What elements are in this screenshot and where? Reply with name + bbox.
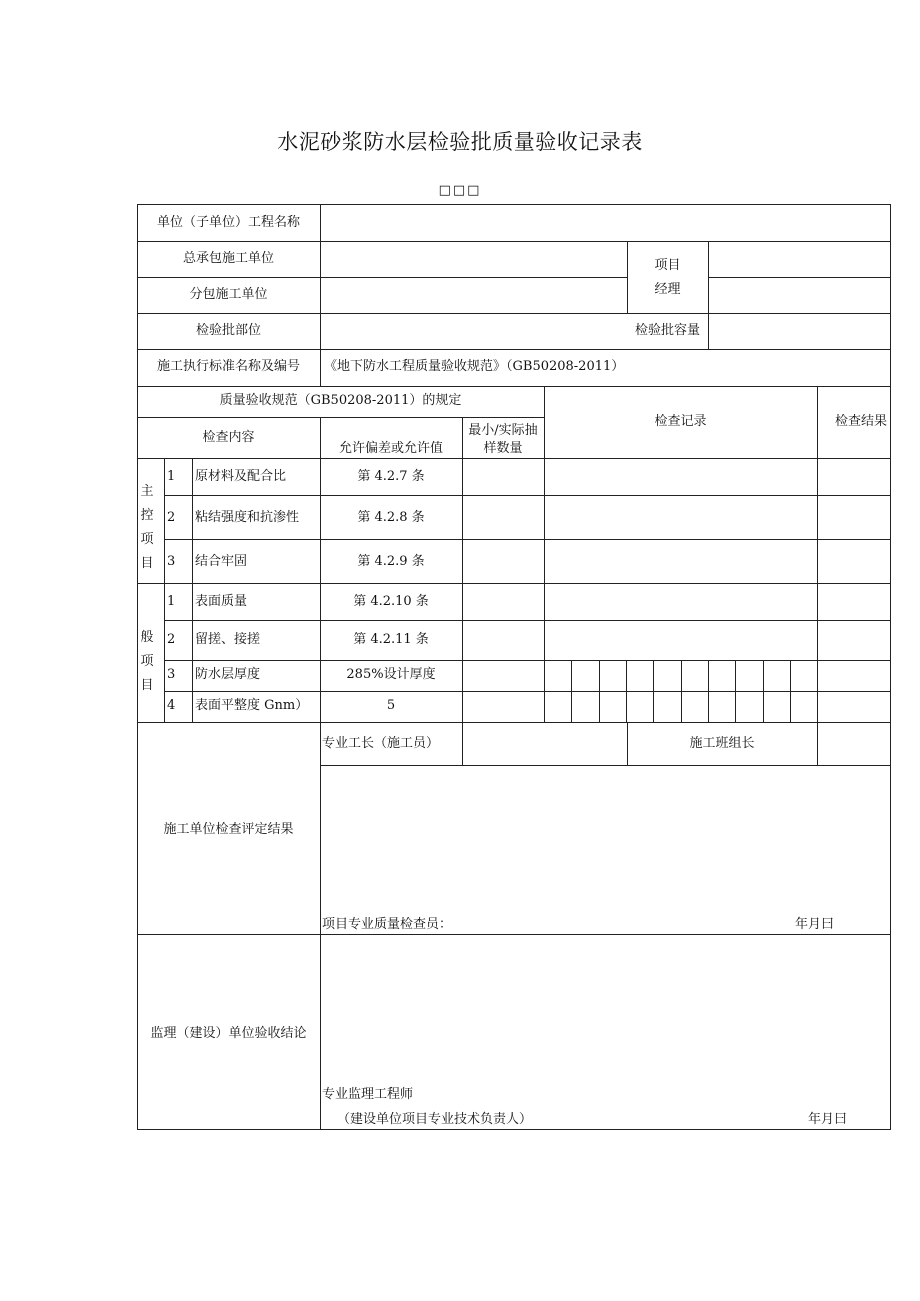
construction-result-label: 施工单位检查评定结果 bbox=[163, 822, 294, 837]
owner-representative-label: （建设单位项目专业技术负责人） bbox=[337, 1112, 533, 1127]
measure-cell-line bbox=[735, 660, 736, 722]
rule-line bbox=[137, 458, 891, 459]
rule-line bbox=[164, 691, 891, 692]
inspection-form bbox=[137, 204, 891, 1130]
row-number: 4 bbox=[167, 698, 176, 713]
row-number: 1 bbox=[167, 594, 176, 609]
row-number: 3 bbox=[167, 667, 176, 682]
general-items-group-label: 般项目 bbox=[140, 630, 154, 693]
rule-line bbox=[137, 934, 891, 935]
rule-line bbox=[164, 660, 891, 661]
form-code: □□□ bbox=[438, 183, 482, 198]
rule-line bbox=[320, 204, 321, 386]
measure-cell-line bbox=[763, 660, 764, 722]
col-check-content: 检查内容 bbox=[202, 430, 255, 445]
row-content: 粘结强度和抗渗性 bbox=[195, 510, 300, 525]
rule-line bbox=[817, 386, 818, 722]
rule-line bbox=[462, 417, 463, 722]
main-items-group-label: 主控项目 bbox=[140, 484, 154, 571]
rule-line bbox=[137, 277, 627, 278]
general-contractor-label: 总承包施工单位 bbox=[182, 251, 274, 266]
col-sample-qty: 样数量 bbox=[483, 441, 523, 456]
quality-inspector-label: 项目专业质量检查员： bbox=[322, 917, 453, 932]
row-number: 2 bbox=[167, 632, 176, 647]
row-content: 表面平整度 Gnm） bbox=[195, 698, 309, 713]
rule-line bbox=[164, 495, 891, 496]
unit-project-label: 单位（子单位）工程名称 bbox=[156, 215, 300, 230]
rule-line bbox=[708, 277, 891, 278]
col-result: 检查结果 bbox=[835, 414, 888, 429]
spec-header: 质量验收规范（GB50208-2011）的规定 bbox=[219, 393, 462, 408]
measure-cell-line bbox=[790, 660, 791, 722]
supervision-engineer-label: 专业监理工程师 bbox=[322, 1087, 414, 1102]
rule-line bbox=[164, 458, 165, 722]
rule-line bbox=[627, 241, 628, 313]
project-manager-label: 经理 bbox=[654, 282, 681, 297]
construction-date-label: 年月曰 bbox=[795, 917, 835, 932]
page-title: 水泥砂浆防水层检验批质量验收记录表 bbox=[277, 130, 643, 154]
measure-cell-line bbox=[626, 660, 627, 722]
measure-cell-line bbox=[708, 660, 709, 722]
row-value: 285%设计厚度 bbox=[346, 667, 436, 682]
team-leader-label: 施工班组长 bbox=[689, 736, 755, 751]
rule-line bbox=[462, 722, 463, 765]
col-record: 检查记录 bbox=[654, 414, 707, 429]
rule-line bbox=[137, 386, 891, 387]
row-content: 留搓、接搓 bbox=[195, 632, 261, 647]
rule-line bbox=[137, 722, 891, 723]
row-number: 2 bbox=[167, 510, 176, 525]
row-value: 第 4.2.7 条 bbox=[357, 469, 425, 484]
rule-line bbox=[192, 458, 193, 722]
rule-line bbox=[137, 313, 891, 314]
rule-line bbox=[137, 349, 891, 350]
project-manager-label: 项目 bbox=[654, 258, 681, 273]
row-number: 3 bbox=[167, 554, 176, 569]
rule-line bbox=[320, 765, 891, 766]
row-value: 第 4.2.10 条 bbox=[353, 594, 429, 609]
measure-cell-line bbox=[571, 660, 572, 722]
measure-cell-line bbox=[653, 660, 654, 722]
rule-line bbox=[320, 722, 321, 1129]
rule-line bbox=[164, 539, 891, 540]
row-content: 原材料及配合比 bbox=[195, 469, 287, 484]
measure-cell-line bbox=[681, 660, 682, 722]
row-value: 第 4.2.9 条 bbox=[357, 554, 425, 569]
measure-cell-line bbox=[599, 660, 600, 722]
supervision-conclusion-label: 监理（建设）单位验收结论 bbox=[150, 1026, 307, 1041]
rule-line bbox=[890, 204, 891, 1130]
col-allowed-value: 允许偏差或允许值 bbox=[338, 441, 443, 456]
row-value: 5 bbox=[386, 698, 396, 713]
batch-capacity-label: 检验批容量 bbox=[634, 323, 700, 338]
supervision-date-label: 年月曰 bbox=[808, 1112, 848, 1127]
row-content: 防水层厚度 bbox=[195, 667, 261, 682]
rule-line bbox=[137, 1129, 891, 1130]
batch-location-label: 检验批部位 bbox=[195, 323, 261, 338]
rule-line bbox=[708, 241, 709, 349]
subcontractor-label: 分包施工单位 bbox=[189, 287, 268, 302]
standard-value: 《地下防水工程质量验收规范》（GB50208-2011） bbox=[324, 359, 625, 374]
rule-line bbox=[817, 722, 818, 765]
rule-line bbox=[544, 386, 545, 722]
standard-label: 施工执行标准名称及编号 bbox=[156, 359, 300, 374]
rule-line bbox=[164, 620, 891, 621]
row-number: 1 bbox=[167, 469, 176, 484]
rule-line bbox=[137, 583, 891, 584]
rule-line bbox=[137, 204, 891, 205]
row-content: 表面质量 bbox=[195, 594, 248, 609]
foreman-label: 专业工长（施工员） bbox=[322, 736, 440, 751]
row-value: 第 4.2.8 条 bbox=[357, 510, 425, 525]
rule-line bbox=[137, 417, 544, 418]
col-sample-qty: 最小/实际抽 bbox=[468, 423, 538, 438]
row-value: 第 4.2.11 条 bbox=[353, 632, 429, 647]
rule-line bbox=[137, 241, 891, 242]
row-content: 结合牢固 bbox=[195, 554, 248, 569]
